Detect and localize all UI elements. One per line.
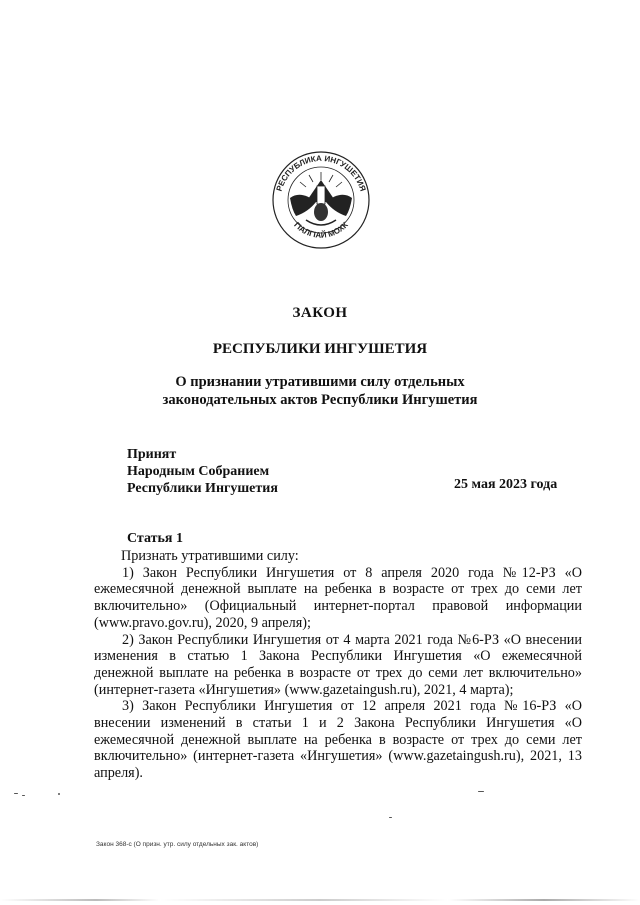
document-subtitle: РЕСПУБЛИКИ ИНГУШЕТИЯ [212,341,428,357]
adoption-line-3: Республики Ингушетия [127,481,278,496]
law-name-line-2: законодательных актов Республики Ингушетия [162,392,478,408]
svg-text:ГIАЛГIАЙ МОХК [292,220,350,240]
law-name [0,373,640,409]
article-item-1: 1) Закон Республики Ингушетия от 8 апреля 2020 года №12-РЗ «О ежемесячной денежной выплате на ребенка в возрасте от трех до семи лет включительно» (Официальный интернет-портал правовой информации (www.pravo.gov.ru), 2020, 9 апреля); [94,564,582,631]
scan-bottom-edge [0,899,640,901]
emblem-bottom-text: ГIАЛГIАЙ МОХК [292,220,350,240]
footer-note: Закон 368-с (О призн. утр. силу отдельных зак. актов) [96,841,259,848]
article-intro: Признать утратившими силу: [121,548,299,564]
law-name-line-1: О признании утратившими силу отдельных [175,374,465,390]
article-item-3: 3) Закон Республики Ингушетия от 12 апреля 2021 года №16-РЗ «О внесении изменений в статьи 1 и 2 Закона Республики Ингушетия «О ежемесячной денежной выплате на ребенка в возрасте от трех до семи лет включительно» (интернет-газета «Ингушетия» (www.gazetaingush.ru), 2021, 13 апреля). [94,698,582,782]
adoption-line-2: Народным Собранием [127,464,270,479]
adoption-line-1: Принят [127,447,177,462]
article-heading: Статья 1 [127,531,183,546]
adoption-block [127,446,278,497]
emblem-top-text: РЕСПУБЛИКА ИНГУШЕТИЯ [274,153,368,193]
scan-speck [58,793,60,795]
document-title: ЗАКОН [292,305,348,321]
adoption-date: 25 мая 2023 года [454,477,558,492]
article-item-2: 2) Закон Республики Ингушетия от 4 марта 2021 года №6-РЗ «О внесении изменения в статью 1 Закона Республики Ингушетия «О ежемесячной денежной выплате на ребенка в возрасте от трех до семи лет включительно» (интернет-газета «Ингушетия» (www.gazetaingush.ru), 2021, 4 марта); [94,631,582,698]
scan-speck [389,817,392,818]
scan-speck [14,793,18,794]
article-body [94,548,582,782]
coat-of-arms-emblem [266,150,376,250]
scan-speck [478,791,484,792]
scan-speck [22,795,25,796]
